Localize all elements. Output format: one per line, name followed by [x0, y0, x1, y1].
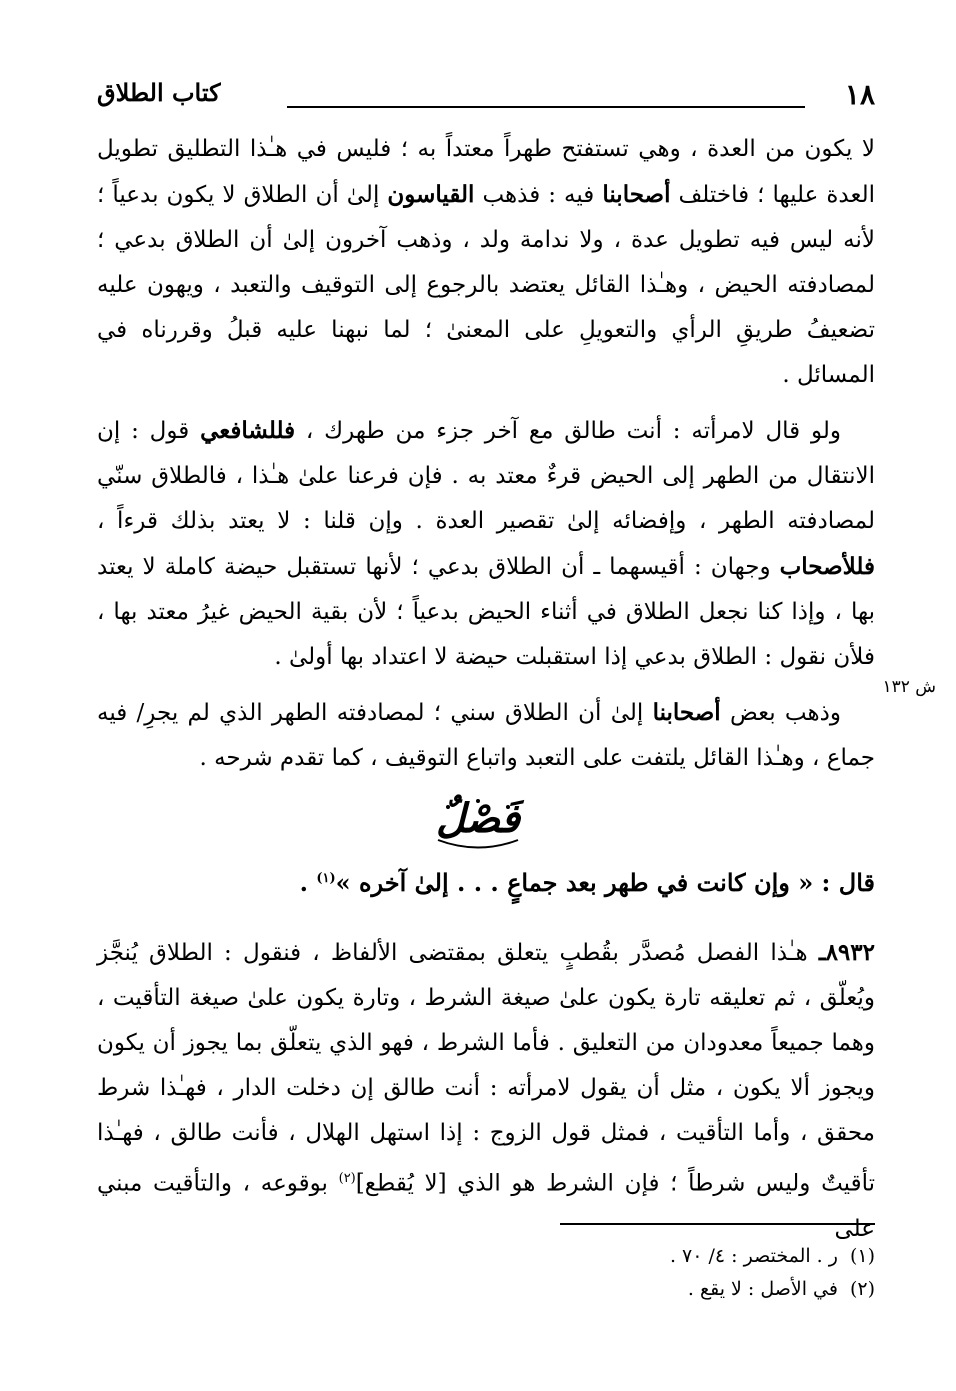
footnote-ref: (١): [316, 871, 336, 886]
footnote-text: ر . المختصر : ٤/ ٧٠ .: [669, 1245, 838, 1267]
ornament-text: فَصْلٌ: [435, 795, 521, 842]
section-heading-trailer: .: [299, 868, 317, 897]
book-title: كتاب الطلاق: [97, 78, 221, 107]
footnotes: [275, 1240, 875, 1306]
bold-term: أصحابنا: [602, 181, 671, 208]
bold-term: فللأصحاب: [779, 553, 875, 580]
paragraph-3: [97, 690, 875, 781]
section-heading-text: قال : « وإن كانت في طهر بعد جماعٍ . . . إلىٰ آخره »: [335, 868, 875, 897]
text-segment: لا يكون من العدة ، وهي تستفتح طهراً معتداً به ؛ فليس في هـٰذا التطليق تطويل العدة عليها ؛ فاختلف: [97, 136, 875, 208]
footnote-rule: [560, 1223, 875, 1225]
footnote-text: في الأصل : لا يقع .: [687, 1278, 838, 1300]
text-segment: هـٰذا الفصل مُصدَّر بقُطبٍ يتعلق بمقتضى الألفاظ ، فنقول : الطلاق يُنجَّز ويُعلّق ، ثم تعليقه تارة يكون علىٰ صيغة الشرط ، وتارة يكون علىٰ صيغة التأقيت ، وهما جميعاً معدودان من التعليق . فأما الشرط ، فهو الذي يتعلّق بما يجوز أن يكون ويجوز ألا يكون ، مثل أن يقول لامرأته : أنت طالق إن دخلت الدار ، فهـٰذا شرط محقق ، وأما التأقيت ، فمثل قول الزوج : إذا استهل الهلال ، فأنت طالق ، فهـٰذا تأقيتٌ وليس شرطاً ؛ فإن الشرط هو الذي [لا يُقطع]: [97, 940, 875, 1197]
text-segment: وذهب بعض: [720, 700, 841, 726]
text-segment: إلىٰ أن الطلاق سني ؛ لمصادفته الطهر الذي لم يجرِ/ فيه جماع ، وهـٰذا القائل يلتفت على التعبد واتباع التوقيف ، كما تقدم شرحه .: [97, 700, 875, 771]
bold-term: أصحابنا: [652, 699, 721, 726]
section-heading: [175, 868, 875, 897]
section-ornament: [428, 795, 528, 855]
paragraph-2: [97, 408, 875, 680]
margin-note: ش ١٣٢: [882, 677, 936, 697]
paragraph-number: ٨٩٣٢ـ: [818, 939, 875, 966]
page-number: ١٨: [844, 78, 875, 111]
footnote: [275, 1273, 875, 1306]
text-segment: وجهان : أقيسهما ـ أن الطلاق بدعي ؛ لأنها تستقبل حيضة كاملة لا يعتد بها ، وإذا كنا نجعل الطلاق في أثناء الحيض بدعياً ؛ لأن بقية الحيض غيرُ معتد بها ، فلأن نقول : الطلاق بدعي إذا استقبلت حيضة لا اعتداد بها أولىٰ .: [97, 554, 875, 670]
text-segment: فيه : فذهب: [474, 182, 603, 208]
text-segment: قول : إن الانتقال من الطهر إلى الحيض قرءٌ معتد به . فإن فرعنا علىٰ هـٰذا ، فالطلاق سنّي لمصادفته الطهر ، وإفضائه إلىٰ تقصير العدة . وإن قلنا : لا يعتد بذلك قرءاً ،: [97, 418, 875, 534]
text-segment: بوقوعه ، والتأقيت مبني على: [97, 1170, 875, 1242]
page-header: [97, 78, 875, 114]
section-paragraph: [97, 930, 875, 1252]
footnote-ref: (٢): [338, 1171, 356, 1186]
text-segment: ولو قال لامرأته : أنت طالق مع آخر جزء من طهرك ،: [295, 418, 841, 444]
footnote-number: (١): [849, 1245, 875, 1267]
footnote: [275, 1240, 875, 1273]
header-rule: [287, 106, 805, 108]
bold-term: القياسون: [387, 181, 475, 208]
text-segment: إلىٰ أن الطلاق لا يكون بدعياً ؛ لأنه ليس فيه تطويل عدة ، ولا ندامة ولد ، وذهب آخرون إلىٰ أن الطلاق بدعي ؛ لمصادفته الحيض ، وهـٰذا القائل يعتضد بالرجوع إلى التوقيف والتعبد ، ويهون عليه تضعيفُ طريقِ الرأي والتعويلِ على المعنىٰ ؛ لما نبهنا عليه قبلُ وقررناه في المسائل .: [97, 182, 875, 388]
bold-term: فللشافعي: [200, 417, 296, 444]
footnote-number: (٢): [849, 1278, 875, 1300]
main-text: [97, 127, 875, 781]
paragraph-1: [97, 127, 875, 398]
